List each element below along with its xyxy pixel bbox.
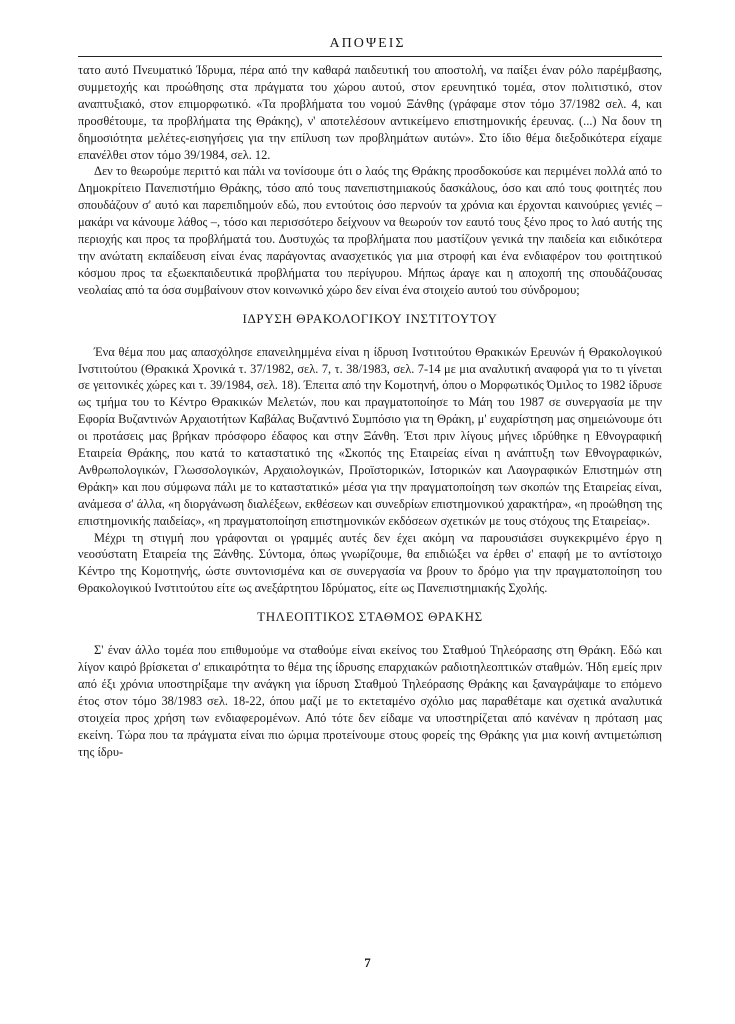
article-body <box>78 62 662 760</box>
header-rule <box>78 56 662 57</box>
page-number: 7 <box>364 955 371 970</box>
section-heading-tv-station: ΤΗΛΕΟΠΤΙΚΟΣ ΣΤΑΘΜΟΣ ΘΡΑΚΗΣ <box>257 609 483 625</box>
section2-paragraph-1: Σ' έναν άλλο τομέα που επιθυμούμε να σταθούμε είναι εκείνος του Σταθμού Τηλεόρασης στη Θράκη. Εδώ και λίγον καιρό βρίσκεται σ' επικαιρότητα το θέμα της ίδρυσης επαρχιακών ραδιοτηλεοπτικών σταθμών. Ήδη εμείς πριν από έξι χρόνια υποστηρίξαμε την ανάγκη για ίδρυση Σταθμού Τηλεόρασης Θράκης και ξαναγράψαμε το επόμενο έτος στον τόμο 38/1983 σελ. 18-22, όπου μαζί με το εκτεταμένο σχόλιο μας παραθέταμε και σχετικά αναλυτικά στοιχεία προς χρήση των ενδιαφερομένων. Από τότε δεν είδαμε να υποστηρίζεται από κανέναν η πρόταση μας εκείνη. Τώρα που τα πράγματα είναι πιο ώριμα προτείνουμε στους φορείς της Θράκης για μια κοινή αντιμετώπιση της ίδρυ- <box>78 643 662 759</box>
running-head: ΑΠΟΨΕΙΣ <box>329 36 406 51</box>
section1-paragraph-1: Ένα θέμα που μας απασχόλησε επανειλημμένα είναι η ίδρυση Ινστιτούτου Θρακικών Ερευνών ή Θρακολογικού Ινστιτούτου (Θρακικά Χρονικά τ. 37/1982, σελ. 7, τ. 38/1983, σελ. 7-14 με μια αναλυτική αναφορά για το τι γίνεται σε γειτονικές χώρες και τ. 39/1984, σελ. 18). Έπειτα από την Κομοτηνή, όπου ο Μορφωτικός Όμιλος το 1982 ίδρυσε ως τμήμα του το Κέντρο Θρακικών Μελετών, που και πραγματοποίησε το Μάη του 1987 σε συνεργασία με την Εφορία Βυζαντινών Αρχαιοτήτων Καβάλας Βυζαντινό Συμπόσιο για τη Θράκη, μ' ευχαρίστηση μας σημειώνουμε ότι οι προτάσεις μας βρήκαν πρόσφορο έδαφος και στην Ξάνθη. Έτσι πριν λίγους μήνες ιδρύθηκε η Εθνογραφική Εταιρεία Θράκης, που κατά το καταστατικό της «Σκοπός της Εταιρείας είναι η ανάπτυξη των Εθνογραφικών, Ανθρωπολογικών, Γλωσσολογικών, Αρχαιολογικών, Προϊστορικών, Ιστορικών και Λαογραφικών Επιστημών στη Θράκη» και που σύμφωνα πάλι με το καταστατικό» μέσα για την πραγματοποίηση των σκοπών της Εταιρείας είναι, ανάμεσα σ' άλλα, «η διοργάνωση διαλέξεων, εκθέσεων και συνεδρίων επιστημονικού χαρακτήρα», «η προώθηση της επιστημονικής παιδείας», «η πραγματοποίηση επιστημονικών εκδόσεων σχετικών με τους στόχους της Εταιρείας». <box>78 344 662 528</box>
intro-paragraph-2: Δεν το θεωρούμε περιττό και πάλι να τονίσουμε ότι ο λαός της Θράκης προσδοκούσε και περιμένει πολλά από το Δημοκρίτειο Πανεπιστήμιο Θράκης, τόσο από τους πανεπιστημιακούς δασκάλους, όσο και από τους φοιτητές που σπουδάζουν σ' αυτό και παρεπιδημούν εδώ, που εντούτοις όσο περνούν τα χρόνια και έρχονται καινούριες γενιές – μακάρι να κάνουμε λάθος –, τόσο και περισσότερο δείχνουν να θεωρούν τον εαυτό τους ξένο προς το λαό αυτής της περιοχής και προς τα προβλήματά του. Δυστυχώς τα προβλήματα που μαστίζουν γενικά την παιδεία και ειδικότερα την ανώτατη εκπαίδευση είναι ένας παράγοντας ανασχετικός για μια στροφή και ένα ενδιαφέρον του φοιτητικού κόσμου προς τα εξωεκπαιδευτικά προβλήματα του περίγυρου. Μήπως άραγε και η αποχοπή της σπουδάζουσας νεολαίας από τα όσα συμβαίνουν στον κοινωνικό χώρο δεν είναι ένα στοιχείο αυτού του σύνδρομου; <box>78 164 662 297</box>
intro-paragraph-1: τατο αυτό Πνευματικό Ίδρυμα, πέρα από την καθαρά παιδευτική του αποστολή, να παίξει έναν ρόλο παρέμβασης, συμμετοχής και προώθησης στα πράγματα του χώρου αυτού, στον ερευνητικό τομέα, στον πολιτιστικό, στον αναπτυξιακό, στον επιμορφωτικό. «Τα προβλήματα του νομού Ξάνθης (γράφαμε στον τόμο 37/1982 σελ. 4, και προσθέτουμε, τα προβλήματα της Θράκης), ν' αποτελέσουν αντικείμενο επιστημονικής έρευνας. (...) Να δουν τη δημοσιότητα μελέτες-εισηγήσεις για την επίλυση των προβλημάτων αυτών». Στο ίδιο θέμα διεξοδικότερα είχαμε επανέλθει στον τόμο 39/1984, σελ. 12. <box>78 63 662 162</box>
section1-paragraph-2: Μέχρι τη στιγμή που γράφονται οι γραμμές αυτές δεν έχει ακόμη να παρουσιάσει συγκεκριμένο έργο η νεοσύστατη Εταιρεία της Ξάνθης. Σύντομα, όπως γνωρίζουμε, θα επιδιώξει να έρθει σ' επαφή με το αντίστοιχο Κέντρο της Κομοτηνής, ώστε συντονισμένα και σε συνεργασία να βρουν το δρόμο για την πραγματοποίηση του Θρακολογικού Ινστιτούτου είτε ως ανεξάρτητου Ιδρύματος, είτε ως Πανεπιστημιακής Σχολής. <box>78 530 662 596</box>
section-heading-thracology-institute: ΙΔΡΥΣΗ ΘΡΑΚΟΛΟΓΙΚΟΥ ΙΝΣΤΙΤΟΥΤΟΥ <box>242 310 498 326</box>
